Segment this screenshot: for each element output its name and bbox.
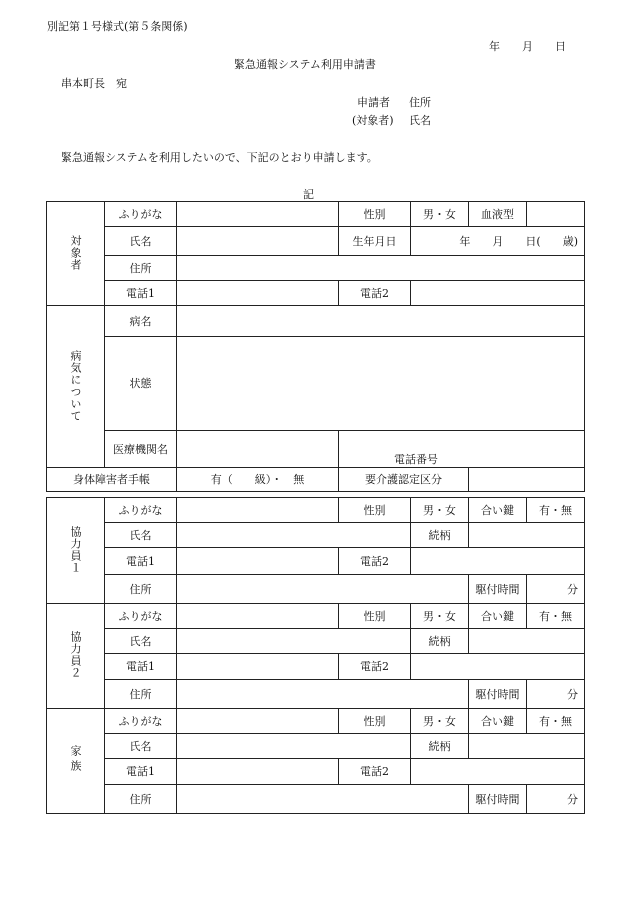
helper1-tel2-label: 電話2 xyxy=(339,548,411,575)
subject-label: (対象者) xyxy=(352,114,394,127)
helper1-key-field[interactable]: 有・無 xyxy=(527,498,585,523)
helper2-key-label: 合い鍵 xyxy=(469,604,527,629)
helper1-tel1-label: 電話1 xyxy=(105,548,177,575)
family-sex-label: 性別 xyxy=(339,709,411,734)
applicant-label: 申請者 xyxy=(357,96,390,109)
family-relation-field[interactable] xyxy=(469,734,585,759)
helpers-table xyxy=(46,497,585,814)
form-id: 別記第１号様式(第５条関係) xyxy=(47,20,188,33)
helper1-address-label: 住所 xyxy=(105,575,177,604)
care-level-label: 要介護認定区分 xyxy=(339,468,469,492)
care-level-field[interactable] xyxy=(469,468,585,492)
family-time-field[interactable]: 分 xyxy=(527,785,585,814)
subject-section-label: 対象者 xyxy=(47,202,105,306)
helper2-name-label: 氏名 xyxy=(105,629,177,654)
hospital-label: 医療機関名 xyxy=(105,431,177,468)
helper1-furigana-label: ふりがな xyxy=(105,498,177,523)
subject-tel1-label: 電話1 xyxy=(105,281,177,306)
subject-furigana-label: ふりがな xyxy=(105,202,177,227)
family-address-label: 住所 xyxy=(105,785,177,814)
helper1-time-label: 駆付時間 xyxy=(469,575,527,604)
helper2-furigana-label: ふりがな xyxy=(105,604,177,629)
helper1-tel2-field[interactable] xyxy=(411,548,585,575)
helper2-address-label: 住所 xyxy=(105,680,177,709)
helper1-sex-label: 性別 xyxy=(339,498,411,523)
helper2-tel1-label: 電話1 xyxy=(105,654,177,680)
subject-blood-field[interactable] xyxy=(527,202,585,227)
helper1-time-field[interactable]: 分 xyxy=(527,575,585,604)
subject-tel2-field[interactable] xyxy=(411,281,585,306)
family-tel2-field[interactable] xyxy=(411,759,585,785)
helper2-tel2-label: 電話2 xyxy=(339,654,411,680)
helper2-section-label: 協力員２ xyxy=(47,604,105,709)
disease-label: 病名 xyxy=(105,306,177,337)
hospital-phone-label: 電話番号 xyxy=(339,431,585,468)
handicap-label: 身体障害者手帳 xyxy=(47,468,177,492)
helper2-address-field[interactable] xyxy=(177,680,469,709)
handicap-field[interactable]: 有（ 級）・ 無 xyxy=(177,468,339,492)
family-address-field[interactable] xyxy=(177,785,469,814)
address-label: 住所 xyxy=(409,96,431,109)
disease-field[interactable] xyxy=(177,306,585,337)
subject-furigana-field[interactable] xyxy=(177,202,339,227)
family-key-field[interactable]: 有・無 xyxy=(527,709,585,734)
subject-sex-label: 性別 xyxy=(339,202,411,227)
helper2-tel2-field[interactable] xyxy=(411,654,585,680)
helper1-name-field[interactable] xyxy=(177,523,411,548)
family-time-label: 駆付時間 xyxy=(469,785,527,814)
addressee: 串本町長 宛 xyxy=(61,77,127,90)
helper1-relation-label: 続柄 xyxy=(411,523,469,548)
family-sex-field[interactable]: 男・女 xyxy=(411,709,469,734)
subject-name-field[interactable] xyxy=(177,227,339,256)
family-section-label: 家族 xyxy=(47,709,105,814)
family-tel2-label: 電話2 xyxy=(339,759,411,785)
family-name-field[interactable] xyxy=(177,734,411,759)
family-name-label: 氏名 xyxy=(105,734,177,759)
helper2-sex-field[interactable]: 男・女 xyxy=(411,604,469,629)
application-form-table xyxy=(46,201,585,492)
helper2-time-label: 駆付時間 xyxy=(469,680,527,709)
helper1-address-field[interactable] xyxy=(177,575,469,604)
page-title: 緊急通報システム利用申請書 xyxy=(234,58,376,71)
helper1-sex-field[interactable]: 男・女 xyxy=(411,498,469,523)
family-key-label: 合い鍵 xyxy=(469,709,527,734)
ki-mark: 記 xyxy=(303,188,314,201)
subject-tel1-field[interactable] xyxy=(177,281,339,306)
helper2-name-field[interactable] xyxy=(177,629,411,654)
subject-birth-label: 生年月日 xyxy=(339,227,411,256)
subject-birth-field[interactable]: 年 月 日( 歳) xyxy=(411,227,585,256)
family-relation-label: 続柄 xyxy=(411,734,469,759)
helper1-section-label: 協力員１ xyxy=(47,498,105,604)
subject-tel2-label: 電話2 xyxy=(339,281,411,306)
helper1-tel1-field[interactable] xyxy=(177,548,339,575)
helper1-furigana-field[interactable] xyxy=(177,498,339,523)
helper1-relation-field[interactable] xyxy=(469,523,585,548)
helper1-name-label: 氏名 xyxy=(105,523,177,548)
date-line: 年 月 日 xyxy=(489,40,566,53)
condition-field[interactable] xyxy=(177,337,585,431)
family-furigana-label: ふりがな xyxy=(105,709,177,734)
helper2-key-field[interactable]: 有・無 xyxy=(527,604,585,629)
family-tel1-field[interactable] xyxy=(177,759,339,785)
helper1-key-label: 合い鍵 xyxy=(469,498,527,523)
subject-address-field[interactable] xyxy=(177,256,585,281)
name-label: 氏名 xyxy=(409,114,431,127)
subject-sex-field[interactable]: 男・女 xyxy=(411,202,469,227)
helper2-relation-label: 続柄 xyxy=(411,629,469,654)
hospital-field[interactable] xyxy=(177,431,339,468)
helper2-relation-field[interactable] xyxy=(469,629,585,654)
subject-blood-label: 血液型 xyxy=(469,202,527,227)
helper2-tel1-field[interactable] xyxy=(177,654,339,680)
illness-section-label: 病気について xyxy=(47,306,105,468)
subject-address-label: 住所 xyxy=(105,256,177,281)
condition-label: 状態 xyxy=(105,337,177,431)
helper2-time-field[interactable]: 分 xyxy=(527,680,585,709)
family-tel1-label: 電話1 xyxy=(105,759,177,785)
intro-text: 緊急通報システムを利用したいので、下記のとおり申請します。 xyxy=(61,151,378,164)
family-furigana-field[interactable] xyxy=(177,709,339,734)
helper2-furigana-field[interactable] xyxy=(177,604,339,629)
subject-name-label: 氏名 xyxy=(105,227,177,256)
helper2-sex-label: 性別 xyxy=(339,604,411,629)
